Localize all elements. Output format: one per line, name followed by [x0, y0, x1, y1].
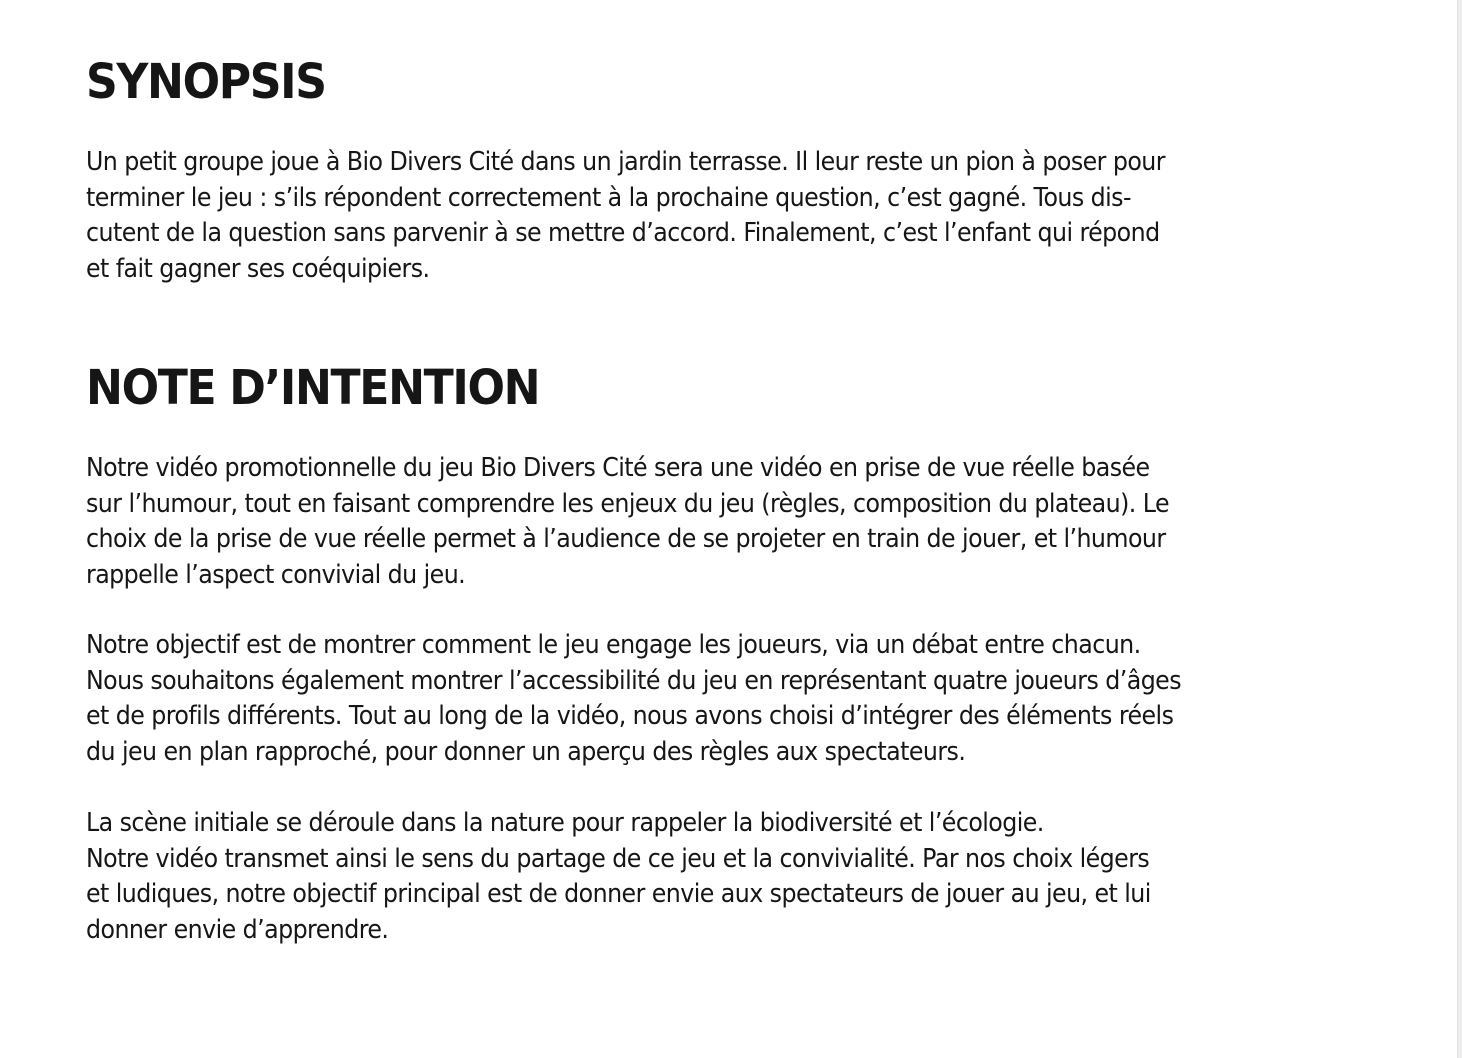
text-line: terminer le jeu : s’ils répondent correctement à la prochaine question, c’est gagné. Tous dis- — [86, 182, 1131, 213]
text-line: rappelle l’aspect convivial du jeu. — [86, 559, 466, 590]
text-line: Nous souhaitons également montrer l’accessibilité du jeu en représentant quatre joueurs d’âges — [86, 665, 1182, 696]
text-line: et ludiques, notre objectif principal est de donner envie aux spectateurs de jouer au jeu, et lui — [86, 879, 1151, 909]
text-line: du jeu en plan rapproché, pour donner un aperçu des règles aux spectateurs. — [86, 736, 966, 767]
text-line: Notre vidéo promotionnelle du jeu Bio Divers Cité sera une vidéo en prise de vue réelle basée — [86, 453, 1150, 483]
text-line: sur l’humour, tout en faisant comprendre les enjeux du jeu (règles, composition du plateau). Le — [86, 488, 1170, 519]
text-line: choix de la prise de vue réelle permet à l’audience de se projeter en train de jouer, et l’humour — [86, 524, 1166, 554]
text-line: Notre objectif est de montrer comment le jeu engage les joueurs, via un débat entre chacun. — [86, 630, 1141, 660]
text-line: et de profils différents. Tout au long de la vidéo, nous avons choisi d’intégrer des éléments réels — [86, 701, 1174, 731]
text-line: cutent de la question sans parvenir à se mettre d’accord. Finalement, c’est l’enfant qui répond — [86, 218, 1160, 248]
synopsis-paragraph — [86, 145, 1165, 287]
page-edge-scrollbar[interactable] — [1457, 0, 1462, 1058]
text-line: La scène initiale se déroule dans la nature pour rappeler la biodiversité et l’écologie. — [86, 808, 1044, 838]
text-line: Un petit groupe joue à Bio Divers Cité dans un jardin terrasse. Il leur reste un pion à poser pour — [86, 147, 1165, 177]
text-line: et fait gagner ses coéquipiers. — [86, 253, 430, 284]
note-intention-heading: NOTE D’INTENTION — [86, 360, 540, 416]
intention-paragraph-3 — [86, 806, 1151, 948]
intention-paragraph-2 — [86, 628, 1181, 770]
text-line: Notre vidéo transmet ainsi le sens du partage de ce jeu et la convivialité. Par nos choix légers — [86, 843, 1150, 874]
synopsis-heading: SYNOPSIS — [86, 54, 326, 110]
intention-paragraph-1 — [86, 451, 1169, 593]
text-line: donner envie d’apprendre. — [86, 914, 389, 945]
